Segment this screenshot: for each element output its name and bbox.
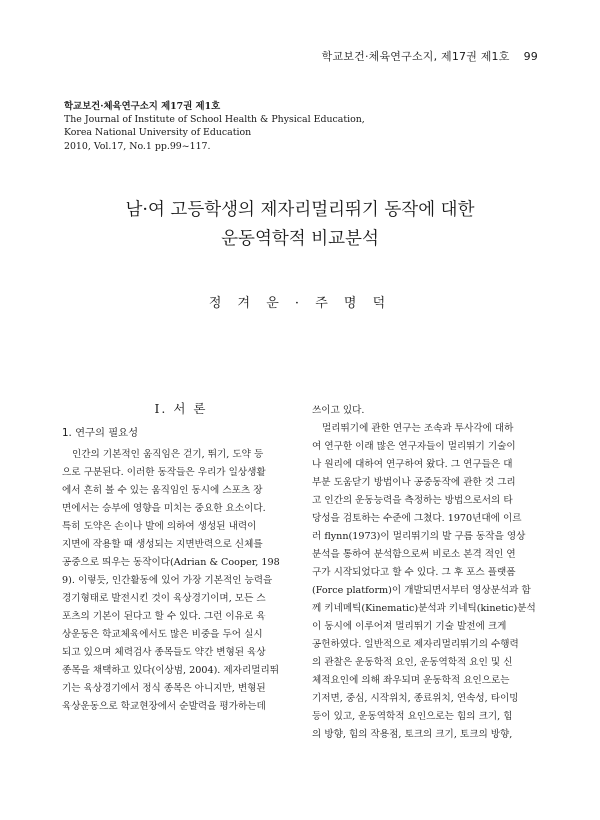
text-line: 되고 있으며 체력검사 종목들도 약간 변형된 육상 — [62, 647, 266, 658]
paragraph-continued — [312, 402, 550, 744]
text-line: 상운동은 학교체육에서도 많은 비중을 두어 실시 — [62, 629, 263, 640]
text-line: 공헌하였다. 일반적으로 제자리멀리뛰기의 수행력 — [312, 639, 519, 650]
text-line: (Force platform)이 개발되면서부터 영상분석과 함 — [312, 585, 531, 596]
article-authors: 정 겨 운 · 주 명 덕 — [208, 296, 392, 311]
left-column — [62, 396, 300, 716]
text-line: 나 원리에 대하여 연구하여 왔다. 그 연구들은 대 — [312, 459, 513, 470]
text-line: 등이 있고, 운동역학적 요인으로는 힘의 크기, 힘 — [312, 711, 513, 722]
text-line: 께 키네메틱(Kinematic)분석과 키네틱(kinetic)분석 — [312, 603, 536, 614]
text-line: 여 연구한 이래 많은 연구자들이 멀리뛰기 기술이 — [312, 441, 516, 452]
text-line: 멀리뛰기에 관한 연구는 조속과 투사각에 대하 — [322, 423, 514, 434]
journal-name-ko: 학교보건·체육연구소지 제17권 제1호 — [64, 101, 221, 112]
text-line: 고 인간의 운동능력을 측정하는 방법으로서의 타 — [312, 495, 513, 506]
subsection-heading-necessity: 1. 연구의 필요성 — [62, 427, 139, 439]
article-title-line-1: 남·여 고등학생의 제자리멀리뛰기 동작에 대한 — [125, 200, 475, 220]
text-line: 공중으로 띄우는 동작이다(Adrian & Cooper, 198 — [62, 557, 280, 568]
text-line: 부분 도움닫기 방법이나 공중동작에 관한 것 그리 — [312, 477, 516, 488]
paragraph-intro — [62, 446, 300, 716]
right-column — [312, 402, 550, 744]
article-title-line-2: 운동역학적 비교분석 — [221, 229, 379, 249]
text-line: 지면에 작용할 때 생성되는 지면반력으로 신체를 — [62, 539, 263, 550]
text-line: 9). 이렇듯, 인간활동에 있어 가장 기본적인 능력을 — [62, 575, 273, 586]
text-line: 특히 도약은 손이나 발에 의하여 생성된 내력이 — [62, 521, 257, 532]
text-line: 종목을 채택하고 있다(이상범, 2004). 제자리멀리뛰 — [62, 665, 280, 676]
journal-citation — [64, 100, 365, 153]
text-line: 구가 시작되었다고 할 수 있다. 그 후 포스 플랫폼 — [312, 567, 516, 578]
journal-volume: 2010, Vol.17, No.1 pp.99~117. — [64, 140, 211, 152]
text-line: 분석을 통하여 분석함으로써 비로소 본격 적인 연 — [312, 549, 516, 560]
article-title — [0, 196, 600, 254]
running-title: 학교보건·체육연구소지, 제17권 제1호 — [321, 50, 510, 63]
running-header — [322, 48, 538, 64]
text-line: 에서 흔히 볼 수 있는 움직임인 동시에 스포츠 장 — [62, 485, 263, 496]
text-line: 인간의 기본적인 움직임은 걷기, 뛰기, 도약 등 — [72, 449, 264, 460]
text-line: 쓰이고 있다. — [312, 405, 365, 416]
journal-university: Korea National University of Education — [64, 127, 252, 139]
text-line: 의 관찰은 운동학적 요인, 운동역학적 요인 및 신 — [312, 657, 513, 668]
journal-name-en: The Journal of Institute of School Health & Physical Education, — [64, 114, 365, 126]
text-line: 기저면, 중심, 시작위치, 종료위치, 연속성, 타이밍 — [312, 693, 519, 704]
text-line: 당성을 검토하는 수준에 그쳤다. 1970년대에 이르 — [312, 513, 522, 524]
text-line: 의 방향, 힘의 작용점, 토크의 크기, 토크의 방향, — [312, 729, 513, 740]
text-line: 러 flynn(1973)이 멀리뛰기의 발 구름 동작을 영상 — [312, 531, 526, 542]
section-heading-introduction: Ⅰ. 서 론 — [154, 401, 208, 416]
text-line: 체적요인에 의해 좌우되며 운동학적 요인으로는 — [312, 675, 510, 686]
text-line: 기는 육상경기에서 정식 종목은 아니지만, 변형된 — [62, 683, 266, 694]
text-line: 경기형태로 발전시킨 것이 육상경기이며, 모든 스 — [62, 593, 266, 604]
text-line: 육상운동으로 학교현장에서 순발력을 평가하는데 — [62, 701, 266, 712]
text-line: 이 동시에 이루어져 멀리뛰기 기술 발전에 크게 — [312, 621, 507, 632]
text-line: 으로 구분된다. 이러한 동작들은 우리가 일상생활 — [62, 467, 266, 478]
text-line: 면에서는 승부에 영향을 미치는 중요한 요소이다. — [62, 503, 266, 514]
text-line: 포츠의 기본이 된다고 할 수 있다. 그런 이유로 육 — [62, 611, 266, 622]
page-number: 99 — [523, 50, 538, 63]
